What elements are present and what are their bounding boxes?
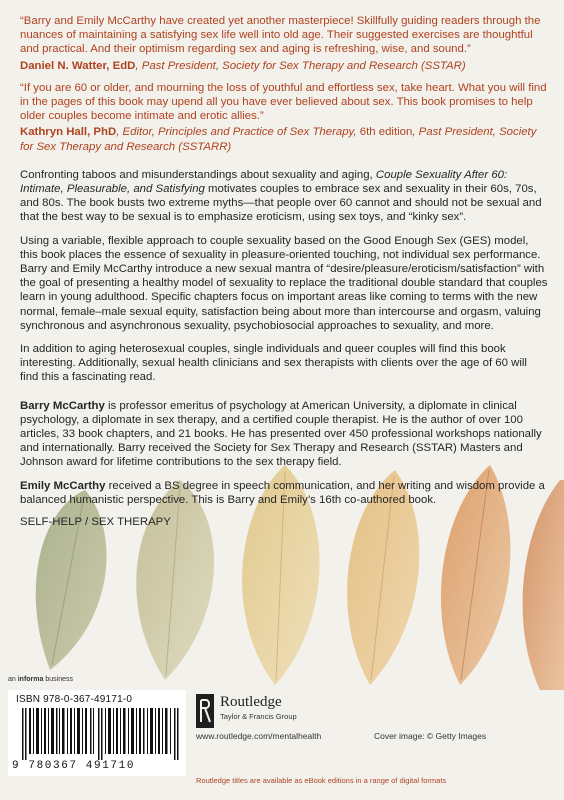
endorser-edition: 6th edition: [359, 126, 413, 139]
description-paragraph-2: Using a variable, flexible approach to couple sexuality based on the Good Enough Sex (GES) model, this book places the essence of sexuality in pleasure-oriented touching, not individual sex performance. Barry and Emily McCarthy introduce a new sexual mantra of “desire/pleasure/eroticism/satisfaction” with the goal of presenting a healthy model of sexuality to replace the traditional double standard that couples learn in young adulthood. Specific chapters focus on important areas like coming to terms with the new normal, female–male sexual equity, satisfaction being about more than intercourse and orgasm, valuing synchronous and asynchronous sexuality, psychobiosocial approaches to sexuality, and more.: [20, 234, 548, 332]
cover-image-credit: Cover image: © Getty Images: [374, 731, 487, 741]
publisher-url[interactable]: www.routledge.com/mentalhealth: [196, 731, 322, 741]
publisher-name: Routledge: [220, 694, 282, 710]
endorser-role: , Editor, Principles and Practice of Sex Therapy,: [116, 126, 360, 139]
description-paragraph-1: Confronting taboos and misunderstandings about sexuality and aging, Couple Sexuality After 60: Intimate, Pleasurable, and Satisfying motivates couples to embrace sex and sexuality in their 60s, 70s, and 80s. The book busts two extreme myths—that people over 60 cannot and should not be sexual and that the best way to be sexual is to emphasize eroticism, using sex toys, and “kinky sex”.: [20, 168, 542, 224]
book-title: Couple Sexuality After 60: Intimate, Pleasurable, and Satisfying: [20, 168, 508, 196]
endorsement-attribution-1: [20, 59, 548, 73]
endorsement-quote-1: “Barry and Emily McCarthy have created yet another masterpiece! Skillfully guiding readers through the nuances of maintaining a satisfying sex life well into old age. Their suggested exercises are thoughtful and practical. And their optimism regarding sex and aging is refreshing, wise, and sound.”: [20, 15, 541, 56]
description-paragraph-3: In addition to aging heterosexual couples, single individuals and queer couples will find this book interesting. Additionally, sexual health clinicians and sex therapists with clients over the age of 60 will find this a fascinating read.: [20, 343, 527, 384]
ebook-availability-note: Routledge titles are available as eBook editions in a range of digital formats: [196, 776, 447, 785]
endorser-role-continued: , Past President, Society for Sex Therapy and Research (SSTARR): [20, 126, 537, 153]
routledge-emblem-icon: [196, 694, 214, 728]
book-category: SELF-HELP / SEX THERAPY: [20, 516, 171, 529]
barcode-number: 9 780367 491710: [12, 760, 136, 772]
isbn-label: ISBN 978-0-367-49171-0: [16, 694, 133, 705]
endorser-name: Kathryn Hall, PhD: [20, 126, 117, 139]
endorser-role: , Past President, Society for Sex Therapy and Research (SSTAR): [135, 59, 466, 72]
endorser-name: Daniel N. Watter, EdD: [20, 59, 136, 72]
cover-text: [20, 14, 548, 528]
isbn-barcode: [8, 690, 186, 776]
publisher-group: Taylor & Francis Group: [220, 712, 297, 721]
author-bio-2: Emily McCarthy received a BS degree in speech communication, and her writing and wisdom provide a balanced humanistic perspective. This is Barry and Emily’s 16th co-authored book.: [20, 479, 545, 506]
author-name: Barry McCarthy: [20, 399, 105, 412]
author-bio-1: Barry McCarthy is professor emeritus of psychology at American University, a diplomate in clinical psychology, a diplomate in sex therapy, and a certified couple therapist. He is the author of over 100 articles, 33 book chapters, and 21 books. He has presented over 450 professional workshops nationally and internationally. Barry received the Society for Sex Therapy and Research (SSTAR) Masters and Johnson award for lifetime contributions to the sex therapy field.: [20, 399, 542, 469]
endorsement-quote-2: “If you are 60 or older, and mourning the loss of youthful and effortless sex, take heart. What you will find in the pages of this book may upend all you have ever believed about sex. This book promises to help older couples become intimate and erotic allies.”: [20, 81, 547, 123]
barcode-icon: [22, 708, 182, 760]
author-name: Emily McCarthy: [20, 479, 106, 492]
informa-business-tag: an informa business: [8, 676, 73, 683]
endorsement-attribution-2: [20, 125, 548, 153]
